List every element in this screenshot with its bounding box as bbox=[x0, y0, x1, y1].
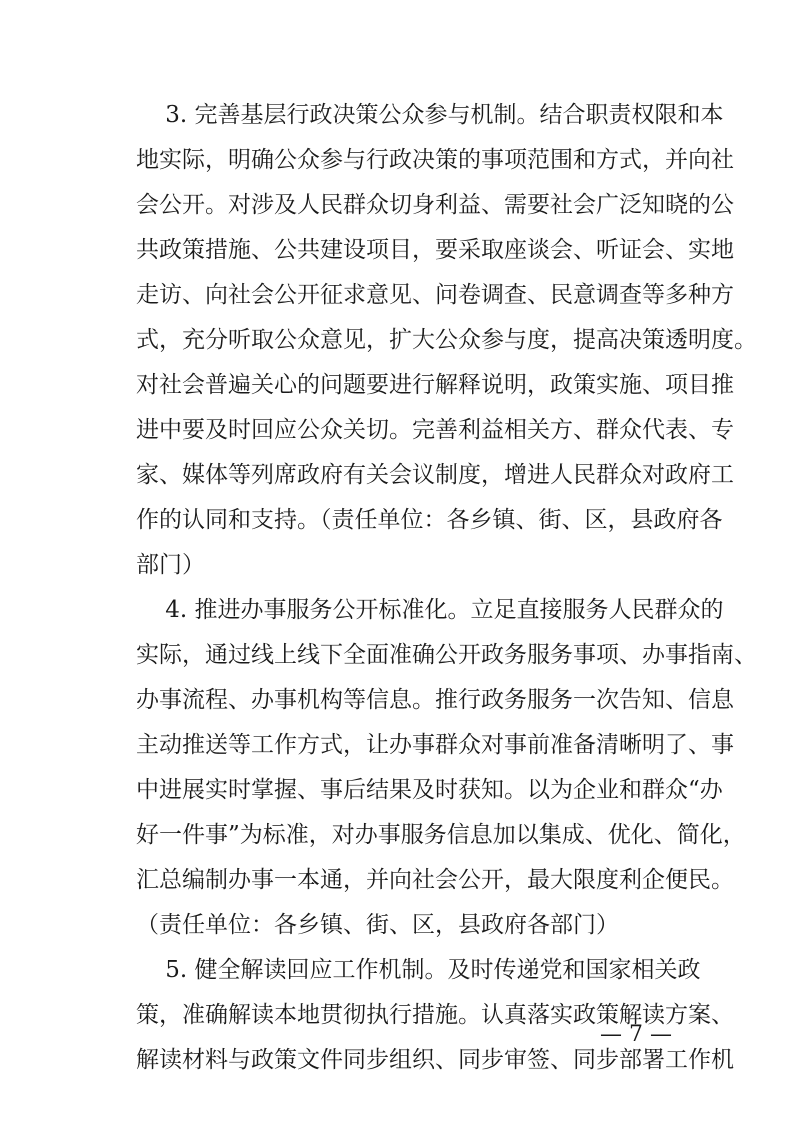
text-line: 实际，通过线上线下全面准确公开政务服务事项、办事指南、 bbox=[136, 642, 757, 668]
text-line: 地实际，明确公众参与行政决策的事项范围和方式，并向社 bbox=[136, 147, 734, 173]
text-line: 家、媒体等列席政府有关会议制度，增进人民群众对政府工 bbox=[136, 462, 734, 488]
text-line: （责任单位：各乡镇、街、区，县政府各部门） bbox=[136, 912, 619, 938]
text-line: 办事流程、办事机构等信息。推行政务服务一次告知、信息 bbox=[136, 687, 734, 713]
text-line: 好一件事”为标准，对办事服务信息加以集成、优化、简化， bbox=[136, 822, 746, 848]
text-line: 3. 完善基层行政决策公众参与机制。结合职责权限和本 bbox=[136, 102, 724, 128]
text-line: 策，准确解读本地贯彻执行措施。认真落实政策解读方案、 bbox=[136, 1002, 734, 1028]
text-line: 作的认同和支持。（责任单位：各乡镇、街、区，县政府各 bbox=[136, 507, 723, 533]
text-line: 4. 推进办事服务公开标准化。立足直接服务人民群众的 bbox=[136, 597, 724, 623]
text-line: 走访、向社会公开征求意见、问卷调查、民意调查等多种方 bbox=[136, 282, 734, 308]
text-line: 解读材料与政策文件同步组织、同步审签、同步部署工作机 bbox=[136, 1047, 734, 1073]
text-line: 共政策措施、公共建设项目，要采取座谈会、听证会、实地 bbox=[136, 237, 734, 263]
text-line: 5. 健全解读回应工作机制。及时传递党和国家相关政 bbox=[136, 957, 701, 983]
text-line: 式，充分听取公众意见，扩大公众参与度，提高决策透明度。 bbox=[136, 327, 757, 353]
text-line: 中进展实时掌握、事后结果及时获知。以为企业和群众“办 bbox=[136, 777, 723, 803]
text-line: 部门） bbox=[136, 552, 205, 578]
text-line: 主动推送等工作方式，让办事群众对事前准备清晰明了、事 bbox=[136, 732, 734, 758]
page-number: — 7 — bbox=[600, 1022, 672, 1047]
text-line: 会公开。对涉及人民群众切身利益、需要社会广泛知晓的公 bbox=[136, 192, 734, 218]
text-line: 对社会普遍关心的问题要进行解释说明，政策实施、项目推 bbox=[136, 372, 734, 398]
text-line: 汇总编制办事一本通，并向社会公开，最大限度利企便民。 bbox=[136, 867, 734, 893]
text-line: 进中要及时回应公众关切。完善利益相关方、群众代表、专 bbox=[136, 417, 734, 443]
